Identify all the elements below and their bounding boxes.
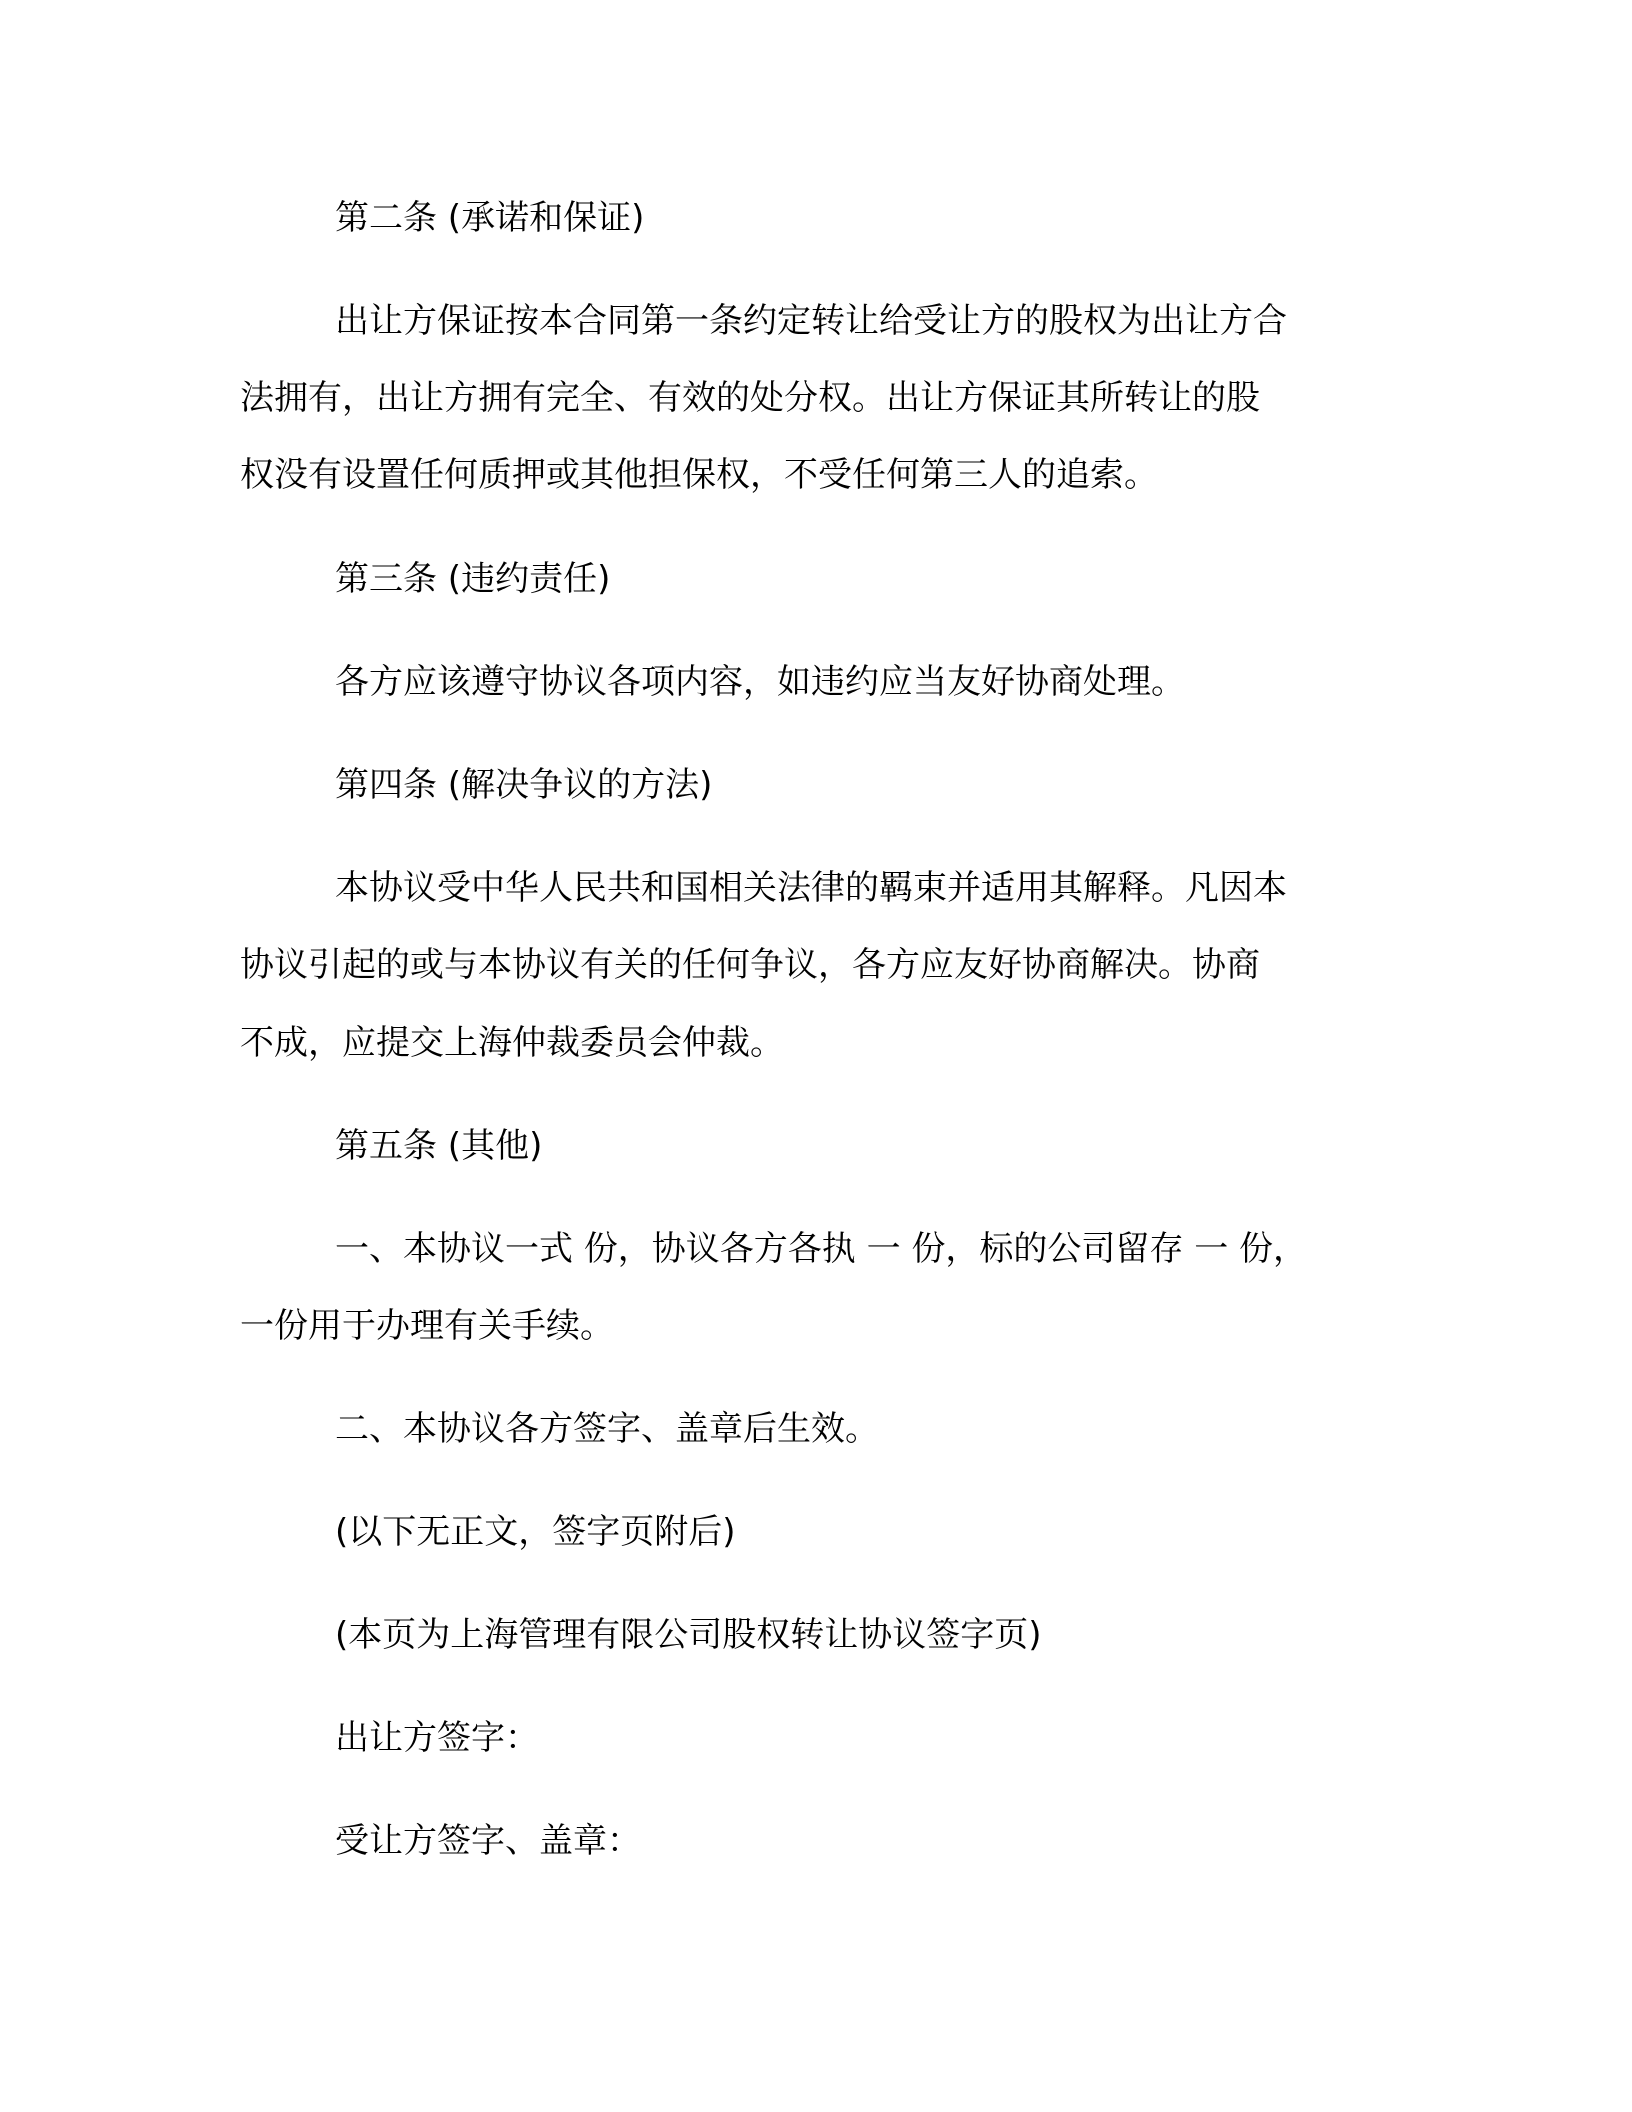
article-4-text-line-3: 不成，应提交上海仲裁委员会仲裁。 <box>240 1023 784 1063</box>
article-4-text-line-1: 本协议受中华人民共和国相关法律的羁束并适用其解释。凡因本 <box>335 868 1287 908</box>
article-2-text-line-2: 法拥有，出让方拥有完全、有效的处分权。出让方保证其所转让的股 <box>240 378 1260 418</box>
transferor-signature-label: 出让方签字： <box>335 1718 539 1758</box>
article-2-heading: 第二条 (承诺和保证) <box>335 198 645 238</box>
article-4-text-line-2: 协议引起的或与本协议有关的任何争议，各方应友好协商解决。协商 <box>240 945 1260 985</box>
article-4-heading: 第四条 (解决争议的方法) <box>335 765 713 805</box>
article-5-item-1-line-1: 一、本协议一式 份，协议各方各执 一 份，标的公司留存 一 份， <box>335 1229 1308 1269</box>
article-5-item-2: 二、本协议各方签字、盖章后生效。 <box>335 1409 879 1449</box>
article-2-text-line-1: 出让方保证按本合同第一条约定转让给受让方的股权为出让方合 <box>335 301 1287 341</box>
article-5-heading: 第五条 (其他) <box>335 1126 543 1166</box>
article-2-text-line-3: 权没有设置任何质押或其他担保权，不受任何第三人的追索。 <box>240 455 1158 495</box>
signature-page-note: (本页为上海管理有限公司股权转让协议签字页) <box>335 1615 1042 1655</box>
article-3-heading: 第三条 (违约责任) <box>335 559 611 599</box>
article-5-item-1-line-2: 一份用于办理有关手续。 <box>240 1306 614 1346</box>
transferee-signature-label: 受让方签字、盖章： <box>335 1821 641 1861</box>
no-more-text-note: (以下无正文，签字页附后) <box>335 1512 736 1552</box>
article-3-text-line-1: 各方应该遵守协议各项内容，如违约应当友好协商处理。 <box>335 662 1185 702</box>
